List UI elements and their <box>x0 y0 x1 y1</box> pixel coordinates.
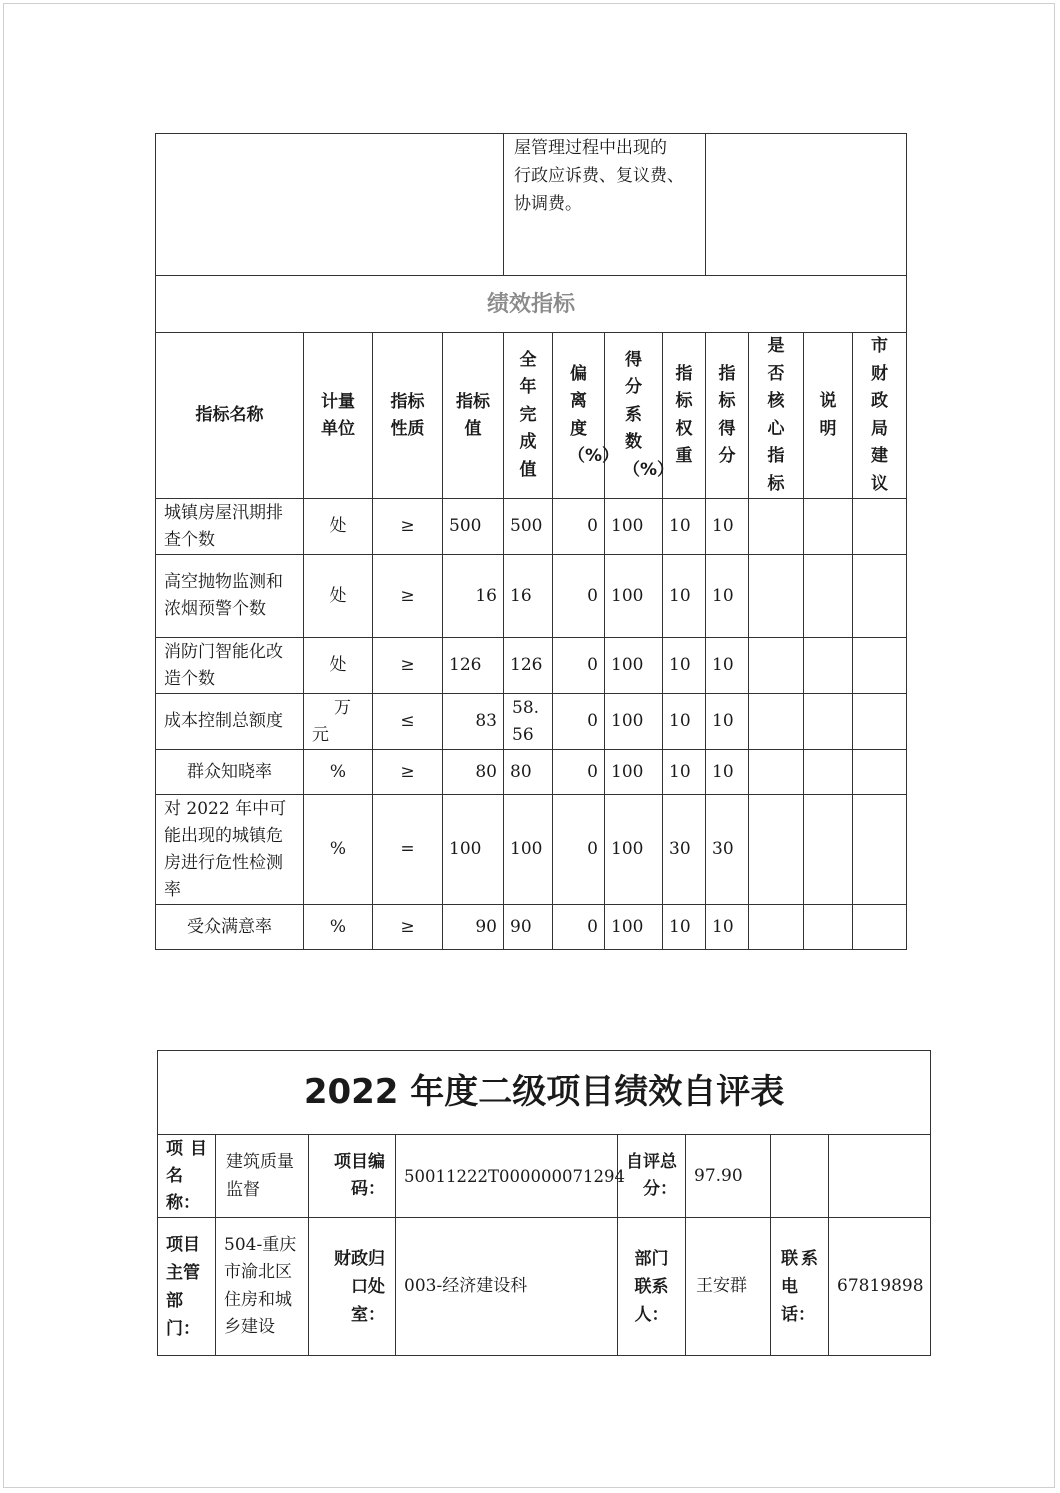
row-score: 30 <box>706 795 749 905</box>
header-weight: 指标权重 <box>663 333 706 499</box>
row-value: 126 <box>443 638 504 694</box>
header-value: 指标值 <box>443 333 504 499</box>
row-deviation: 0 <box>553 638 605 694</box>
row-score: 10 <box>706 499 749 555</box>
row-score: 10 <box>706 555 749 638</box>
total-score-value: 97.90 <box>686 1135 771 1218</box>
row-core <box>749 499 804 555</box>
row-core <box>749 638 804 694</box>
table-row <box>156 555 907 638</box>
row-name: 城镇房屋汛期排查个数 <box>156 499 304 555</box>
contact-label: 部门联系人： <box>618 1218 686 1356</box>
row-core <box>749 795 804 905</box>
row-core <box>749 905 804 950</box>
row-name: 受众满意率 <box>156 905 304 950</box>
table-row <box>156 499 907 555</box>
dept-label: 项目主管部门： <box>158 1218 216 1356</box>
finance-label: 财政归口处室： <box>309 1218 396 1356</box>
continuation-row <box>156 134 907 276</box>
row-actual: 500 <box>504 499 553 555</box>
row-note <box>804 905 853 950</box>
project-name-value: 建筑质量监督 <box>216 1135 309 1218</box>
row-unit: 万元 <box>304 694 373 750</box>
row-coefficient: 100 <box>605 750 663 795</box>
row-deviation: 0 <box>553 795 605 905</box>
row-value: 83 <box>443 694 504 750</box>
row-value: 100 <box>443 795 504 905</box>
row-weight: 10 <box>663 638 706 694</box>
row-score: 10 <box>706 750 749 795</box>
row-deviation: 0 <box>553 499 605 555</box>
blank-cell <box>829 1135 931 1218</box>
header-unit: 计量单位 <box>304 333 373 499</box>
row-note <box>804 750 853 795</box>
continuation-blank-cell <box>156 134 504 276</box>
header-coefficient: 得分系数（%） <box>605 333 663 499</box>
header-actual: 全年完成值 <box>504 333 553 499</box>
table-row <box>156 750 907 795</box>
table-row <box>156 905 907 950</box>
row-coefficient: 100 <box>605 638 663 694</box>
section-title: 绩效指标 <box>156 276 907 333</box>
blank-cell <box>771 1135 829 1218</box>
row-actual: 58.56 <box>504 694 553 750</box>
section-title-row <box>156 276 907 333</box>
row-value: 80 <box>443 750 504 795</box>
row-actual: 80 <box>504 750 553 795</box>
row-advice <box>853 905 907 950</box>
row-core <box>749 750 804 795</box>
row-name: 高空抛物监测和浓烟预警个数 <box>156 555 304 638</box>
row-score: 10 <box>706 905 749 950</box>
row-nature: ≥ <box>373 638 443 694</box>
continuation-text-cell <box>504 134 706 276</box>
finance-value: 003-经济建设科 <box>396 1218 618 1356</box>
row-unit: % <box>304 750 373 795</box>
row-advice <box>853 638 907 694</box>
row-weight: 10 <box>663 905 706 950</box>
row-nature: ≥ <box>373 499 443 555</box>
header-score: 指标得分 <box>706 333 749 499</box>
row-coefficient: 100 <box>605 795 663 905</box>
row-coefficient: 100 <box>605 694 663 750</box>
header-row <box>156 333 907 499</box>
row-weight: 10 <box>663 499 706 555</box>
row-note <box>804 638 853 694</box>
row-name: 对 2022 年中可能出现的城镇危房进行危性检测率 <box>156 795 304 905</box>
phone-label: 联系电话： <box>771 1218 829 1356</box>
row-deviation: 0 <box>553 750 605 795</box>
row-advice <box>853 555 907 638</box>
row-actual: 90 <box>504 905 553 950</box>
row-nature: ≥ <box>373 905 443 950</box>
total-score-label: 自评总分： <box>618 1135 686 1218</box>
row-actual: 126 <box>504 638 553 694</box>
header-nature: 指标性质 <box>373 333 443 499</box>
row-note <box>804 694 853 750</box>
continuation-blank-cell <box>706 134 907 276</box>
row-actual: 100 <box>504 795 553 905</box>
row-deviation: 0 <box>553 694 605 750</box>
row-unit: % <box>304 795 373 905</box>
row-name: 成本控制总额度 <box>156 694 304 750</box>
row-unit: 处 <box>304 638 373 694</box>
row-score: 10 <box>706 638 749 694</box>
self-evaluation-form <box>157 1050 931 1356</box>
phone-value: 67819898 <box>829 1218 931 1356</box>
row-advice <box>853 694 907 750</box>
row-name: 群众知晓率 <box>156 750 304 795</box>
row-unit: 处 <box>304 555 373 638</box>
row-score: 10 <box>706 694 749 750</box>
row-unit: 处 <box>304 499 373 555</box>
row-note <box>804 795 853 905</box>
form-title-row <box>158 1051 931 1135</box>
header-note: 说明 <box>804 333 853 499</box>
form-title: 2022 年度二级项目绩效自评表 <box>158 1051 931 1135</box>
table-row <box>156 694 907 750</box>
row-nature: ≤ <box>373 694 443 750</box>
form-row-project <box>158 1135 931 1218</box>
continuation-line: 协调费。 <box>514 194 582 214</box>
project-code-value: 50011222T000000071294 <box>396 1135 618 1218</box>
header-advice: 市财政局建议 <box>853 333 907 499</box>
row-name: 消防门智能化改造个数 <box>156 638 304 694</box>
continuation-line: 行政应诉费、复议费、 <box>514 166 684 186</box>
row-deviation: 0 <box>553 905 605 950</box>
row-note <box>804 499 853 555</box>
row-value: 16 <box>443 555 504 638</box>
row-value: 90 <box>443 905 504 950</box>
row-core <box>749 555 804 638</box>
header-core: 是否核心指标 <box>749 333 804 499</box>
form-row-department <box>158 1218 931 1356</box>
table-row <box>156 795 907 905</box>
row-advice <box>853 795 907 905</box>
continuation-line: 屋管理过程中出现的 <box>514 138 667 158</box>
row-coefficient: 100 <box>605 555 663 638</box>
row-weight: 30 <box>663 795 706 905</box>
header-name: 指标名称 <box>156 333 304 499</box>
row-value: 500 <box>443 499 504 555</box>
dept-value: 504-重庆市渝北区住房和城乡建设 <box>216 1218 309 1356</box>
row-note <box>804 555 853 638</box>
row-coefficient: 100 <box>605 499 663 555</box>
project-code-label: 项目编码： <box>309 1135 396 1218</box>
contact-value: 王安群 <box>686 1218 771 1356</box>
table-row <box>156 638 907 694</box>
row-nature: = <box>373 795 443 905</box>
row-weight: 10 <box>663 750 706 795</box>
row-deviation: 0 <box>553 555 605 638</box>
row-weight: 10 <box>663 555 706 638</box>
performance-table <box>155 133 907 950</box>
row-advice <box>853 499 907 555</box>
row-nature: ≥ <box>373 555 443 638</box>
row-core <box>749 694 804 750</box>
row-coefficient: 100 <box>605 905 663 950</box>
row-advice <box>853 750 907 795</box>
row-weight: 10 <box>663 694 706 750</box>
header-deviation: 偏离度（%） <box>553 333 605 499</box>
row-unit: % <box>304 905 373 950</box>
project-name-label: 项目名称： <box>158 1135 216 1218</box>
row-actual: 16 <box>504 555 553 638</box>
row-nature: ≥ <box>373 750 443 795</box>
